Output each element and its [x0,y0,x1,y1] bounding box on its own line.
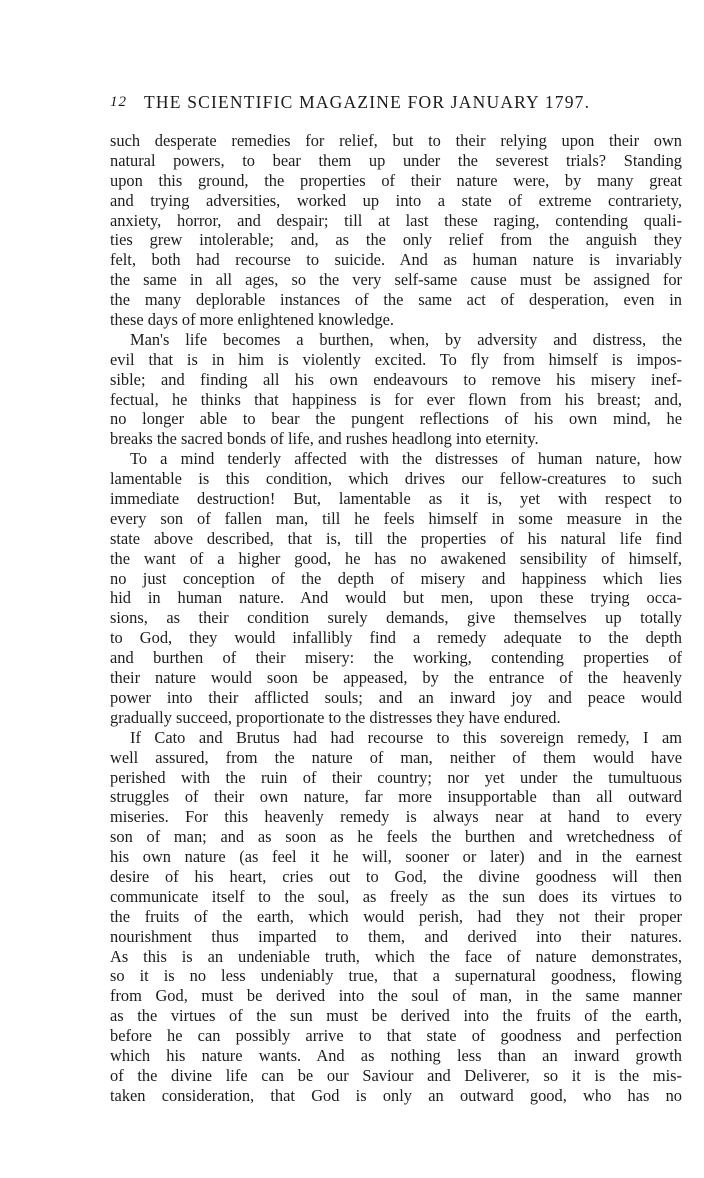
text-line: these days of more enlightened knowledge. [110,310,395,330]
text-line: and burthen of their misery: the working, contending properties of [110,648,682,668]
text-line: communicate itself to the soul, as freely as the sun does its virtues to [110,886,682,906]
text-line: felt, both had recourse to suicide. And as human nature is invariably [110,250,682,270]
text-line: lamentable is this condition, which drives our fellow-creatures to such [110,469,682,489]
text-line: To a mind tenderly affected with the distresses of human nature, how [130,449,682,469]
text-line: state above described, that is, till the properties of his natural life find [110,528,682,548]
page-header-title: THE SCIENTIFIC MAGAZINE FOR JANUARY 1797. [144,92,591,112]
text-line: the fruits of the earth, which would perish, had they not their proper [110,906,682,926]
text-line: Man's life becomes a burthen, when, by adversity and distress, the [130,329,682,349]
text-line: so it is no less undeniably true, that a supernatural goodness, flowing [110,966,682,986]
page-number: 12 [110,94,127,110]
text-line: upon this ground, the properties of their nature were, by many great [110,170,682,190]
text-line: his own nature (as feel it he will, sooner or later) and in the earnest [110,847,682,867]
running-head [110,92,612,118]
text-line: gradually succeed, proportionate to the distresses they have endured. [110,707,561,727]
text-line: fectual, he thinks that happiness is for ever flown from his breast; and, [110,389,682,409]
text-line: as the virtues of the sun must be derived into the fruits of the earth, [110,1006,682,1026]
text-line: ties grew intolerable; and, as the only relief from the anguish they [110,230,682,250]
text-line: evil that is in him is violently excited. To fly from himself is impos- [110,349,682,369]
text-line: power into their afflicted souls; and an inward joy and peace would [110,687,682,707]
text-line: anxiety, horror, and despair; till at last these raging, contending quali- [110,210,682,230]
text-line: no longer able to bear the pungent reflections of his own mind, he [110,409,682,429]
text-line: natural powers, to bear them up under the severest trials? Standing [110,150,682,170]
text-line: their nature would soon be appeased, by the entrance of the heavenly [110,668,682,688]
text-line: As this is an undeniable truth, which the face of nature demonstrates, [110,946,682,966]
text-line: every son of fallen man, till he feels himself in some measure in the [110,508,682,528]
text-line: taken consideration, that God is only an outward good, who has no [110,1085,682,1105]
text-line: before he can possibly arrive to that state of goodness and perfection [110,1026,682,1046]
text-line: which his nature wants. And as nothing less than an inward growth [110,1045,682,1065]
text-line: struggles of their own nature, far more insupportable than all outward [110,787,682,807]
text-line: perished with the ruin of their country; nor yet under the tumultuous [110,767,682,787]
text-line: from God, must be derived into the soul of man, in the same manner [110,986,682,1006]
text-line: the want of a higher good, he has no awakened sensibility of himself, [110,548,682,568]
text-line: son of man; and as soon as he feels the burthen and wretchedness of [110,827,682,847]
text-line: hid in human nature. And would but men, upon these trying occa- [110,588,682,608]
text-line: no just conception of the depth of misery and happiness which lies [110,568,682,588]
text-line: sible; and finding all his own endeavours to remove his misery inef- [110,369,682,389]
text-line: breaks the sacred bonds of life, and rushes headlong into eternity. [110,429,539,449]
text-line: to God, they would infallibly find a remedy adequate to the depth [110,628,682,648]
text-line: desire of his heart, cries out to God, the divine goodness will then [110,866,682,886]
text-line: nourishment thus imparted to them, and derived into their natures. [110,926,682,946]
text-line: and trying adversities, worked up into a state of extreme contrariety, [110,190,682,210]
text-line: the same in all ages, so the very self-same cause must be assigned for [110,270,682,290]
text-line: well assured, from the nature of man, neither of them would have [110,747,682,767]
text-line: immediate destruction! But, lamentable as it is, yet with respect to [110,489,682,509]
text-line: the many deplorable instances of the same act of desperation, even in [110,290,682,310]
text-line: If Cato and Brutus had had recourse to this sovereign remedy, I am [130,727,682,747]
text-line: such desperate remedies for relief, but to their relying upon their own [110,131,682,150]
text-line: sions, as their condition surely demands, give themselves up totally [110,608,682,628]
article-body [110,131,682,1106]
text-line: miseries. For this heavenly remedy is always near at hand to every [110,807,682,827]
text-line: of the divine life can be our Saviour and Deliverer, so it is the mis- [110,1065,682,1085]
